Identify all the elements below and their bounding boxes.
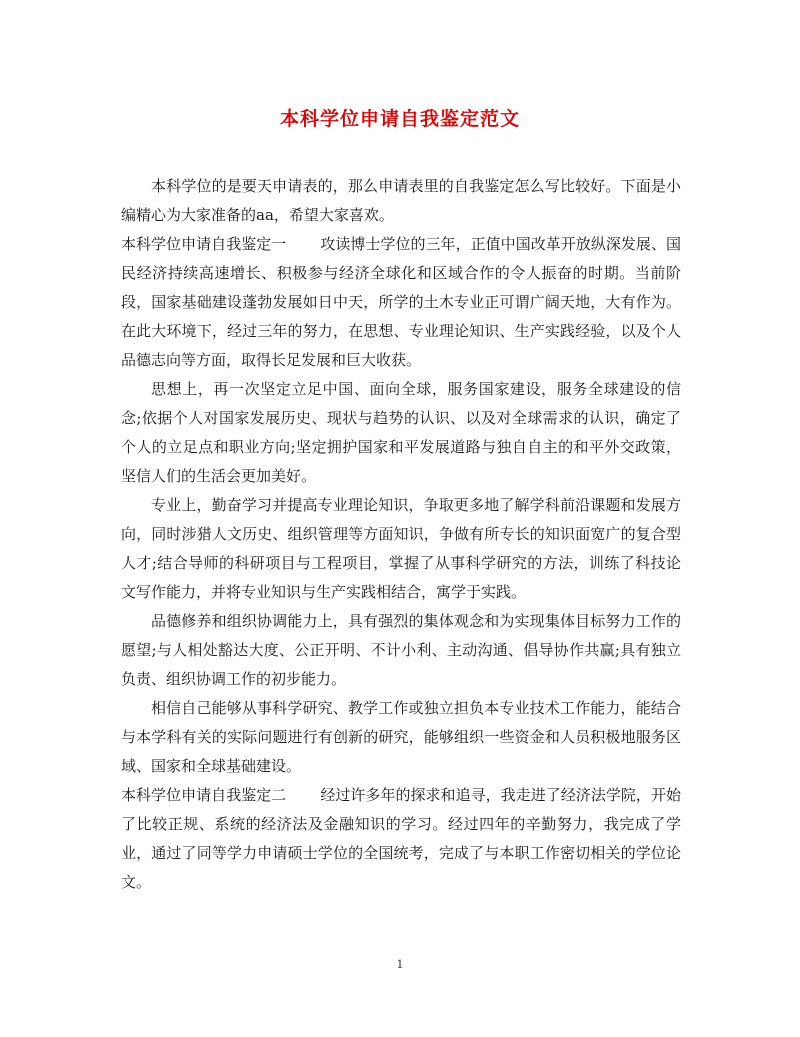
body-paragraph-character: 品德修养和组织协调能力上，具有强烈的集体观念和为实现集体目标努力工作的愿望;与人相处豁达大度、公正开明、不计小利、主动沟通、倡导协作共赢;具有独立负责、组织协调工作的初步能力。 — [121, 612, 681, 688]
section-1-heading: 本科学位申请自我鉴定一 — [121, 235, 287, 253]
page-number: 1 — [396, 958, 404, 971]
document-body — [121, 172, 681, 897]
document-title: 本科学位申请自我鉴定范文 — [279, 108, 520, 130]
body-paragraph-profession: 专业上，勤奋学习并提高专业理论知识，争取更多地了解学科前沿课题和发展方向，同时涉猎人文历史、组织管理等方面知识，争做有所专长的知识面宽广的复合型人才;结合导师的科研项目与工程项目，掌握了从事科学研究的方法，训练了科技论文写作能力，并将专业知识与生产实践相结合，寓学于实践。 — [121, 496, 681, 601]
section-1-paragraph — [121, 230, 681, 375]
section-2-text: 经过许多年的探求和追寻，我走进了经济法学院，开始了比较正规、系统的经济法及金融知识的学习。经过四年的辛勤努力，我完成了学业，通过了同等学力申请硕士学位的全国统考，完成了与本职工作密切相关的学位论文。 — [121, 786, 681, 891]
section-2-heading: 本科学位申请自我鉴定二 — [121, 786, 287, 804]
section-1-text: 攻读博士学位的三年，正值中国改革开放纵深发展、国民经济持续高速增长、积极参与经济全球化和区域合作的令人振奋的时期。当前阶段，国家基础建设蓬勃发展如日中天，所学的土木专业正可谓广阔天地，大有作为。在此大环境下，经过三年的努力，在思想、专业理论知识、生产实践经验，以及个人品德志向等方面，取得长足发展和巨大收获。 — [121, 235, 681, 369]
body-paragraph-ability: 相信自己能够从事科学研究、教学工作或独立担负本专业技术工作能力，能结合与本学科有关的实际问题进行有创新的研究，能够组织一些资金和人员积极地服务区域、国家和全球基础建设。 — [121, 699, 681, 775]
intro-paragraph: 本科学位的是要天申请表的，那么申请表里的自我鉴定怎么写比较好。下面是小编精心为大家准备的aa，希望大家喜欢。 — [121, 177, 681, 224]
body-paragraph-thought: 思想上，再一次坚定立足中国、面向全球，服务国家建设，服务全球建设的信念;依据个人对国家发展历史、现状与趋势的认识、以及对全球需求的认识，确定了个人的立足点和职业方向;坚定拥护国家和平发展道路与独自自主的和平外交政策，坚信人们的生活会更加美好。 — [121, 380, 681, 485]
section-2-paragraph — [121, 781, 681, 897]
